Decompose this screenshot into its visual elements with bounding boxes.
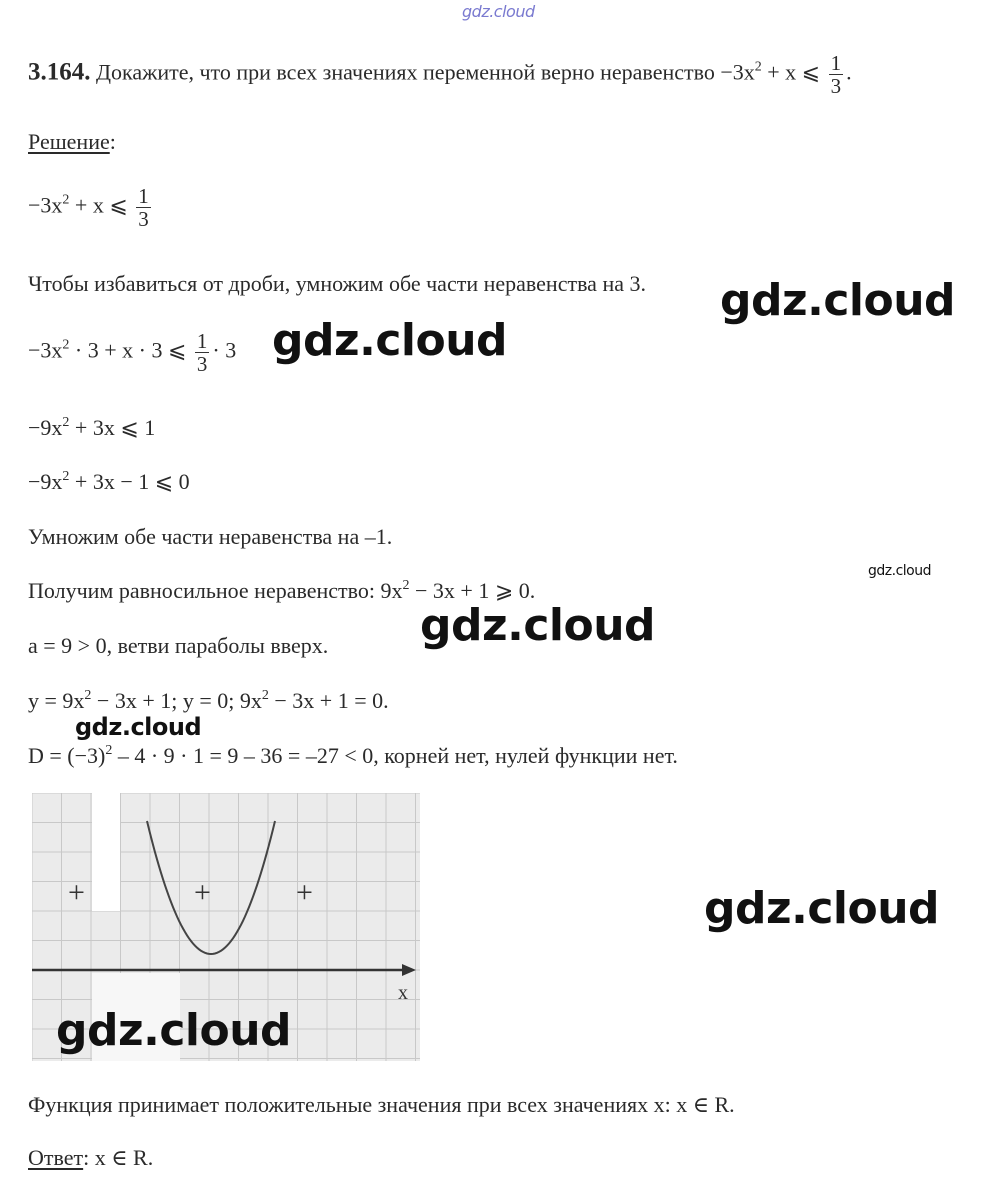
watermark-top: gdz.cloud bbox=[462, 2, 535, 21]
sign-label-right: + bbox=[296, 876, 313, 909]
step-remove-fraction: Чтобы избавиться от дроби, умножим обе части неравенства на 3. bbox=[28, 271, 646, 296]
equation-1: $-3x^2 + x$ ⩽ $\frac{1}{3}$ bbox=[28, 184, 149, 231]
equation-2-fraction: $\frac{1}{3}$ bbox=[196, 329, 208, 376]
answer-label: Ответ bbox=[28, 1145, 84, 1170]
watermark-1: gdz.cloud bbox=[720, 275, 956, 326]
x-axis-label: x bbox=[398, 982, 408, 1004]
task-text: Докажите, что при всех значениях переменной верно неравенство −3x bbox=[96, 59, 755, 85]
task-exponent: 2 bbox=[754, 59, 762, 75]
answer-value: : x ∈ R. bbox=[83, 1145, 154, 1170]
equation-2: $-3x^2 \cdot 3 + x \cdot 3$ ⩽ $\frac{1}{3}$ · 3 bbox=[28, 329, 237, 376]
conclusion: Функция принимает положительные значения при всех значениях x: x ∈ R. bbox=[28, 1092, 735, 1117]
parabola-branches: a = 9 > 0, ветви параболы вверх. bbox=[28, 633, 329, 658]
equation-3: $-9x^2 + 3x$ ⩽ 1 bbox=[28, 415, 156, 440]
answer bbox=[28, 1145, 153, 1171]
task-tail: + x ⩽ bbox=[761, 59, 821, 85]
equation-1-fraction: $\frac{1}{3}$ bbox=[138, 184, 149, 231]
watermark-4: gdz.cloud bbox=[420, 600, 656, 651]
sign-label-middle: + bbox=[194, 876, 211, 909]
discriminant-line: $D = (-3)^2 - 4 \cdot 9 \cdot 1 = 9 - 36 = -27 < 0$, корней нет, нулей функции нет. bbox=[28, 743, 678, 768]
watermark-6: gdz.cloud bbox=[704, 883, 940, 934]
task-number: 3.164. bbox=[28, 58, 91, 86]
task-end: . bbox=[846, 59, 852, 85]
equation-4: $-9x^2 + 3x - 1$ ⩽ 0 bbox=[28, 469, 190, 494]
task-statement bbox=[28, 52, 852, 97]
graph-blank-patch bbox=[92, 793, 120, 911]
task-fraction: $\frac{1}{3}$ bbox=[830, 51, 842, 98]
watermark-2: gdz.cloud bbox=[272, 315, 508, 366]
solution-heading: Решение: bbox=[28, 129, 116, 154]
watermark-3: gdz.cloud bbox=[868, 563, 931, 579]
step-multiply: Умножим обе части неравенства на –1. bbox=[28, 524, 393, 549]
sign-label-left: + bbox=[68, 876, 85, 909]
watermark-7: gdz.cloud bbox=[56, 1005, 292, 1056]
equivalent-inequality: Получим равносильное неравенство: $9x^2 - 3x + 1$ ⩾ 0. bbox=[28, 578, 536, 603]
solution-label: Решение bbox=[28, 129, 110, 154]
watermark-5: gdz.cloud bbox=[75, 713, 202, 741]
function-definition: $y = 9x^2 - 3x + 1$; y = 0; $9x^2 - 3x + 1 = 0$. bbox=[28, 688, 389, 713]
